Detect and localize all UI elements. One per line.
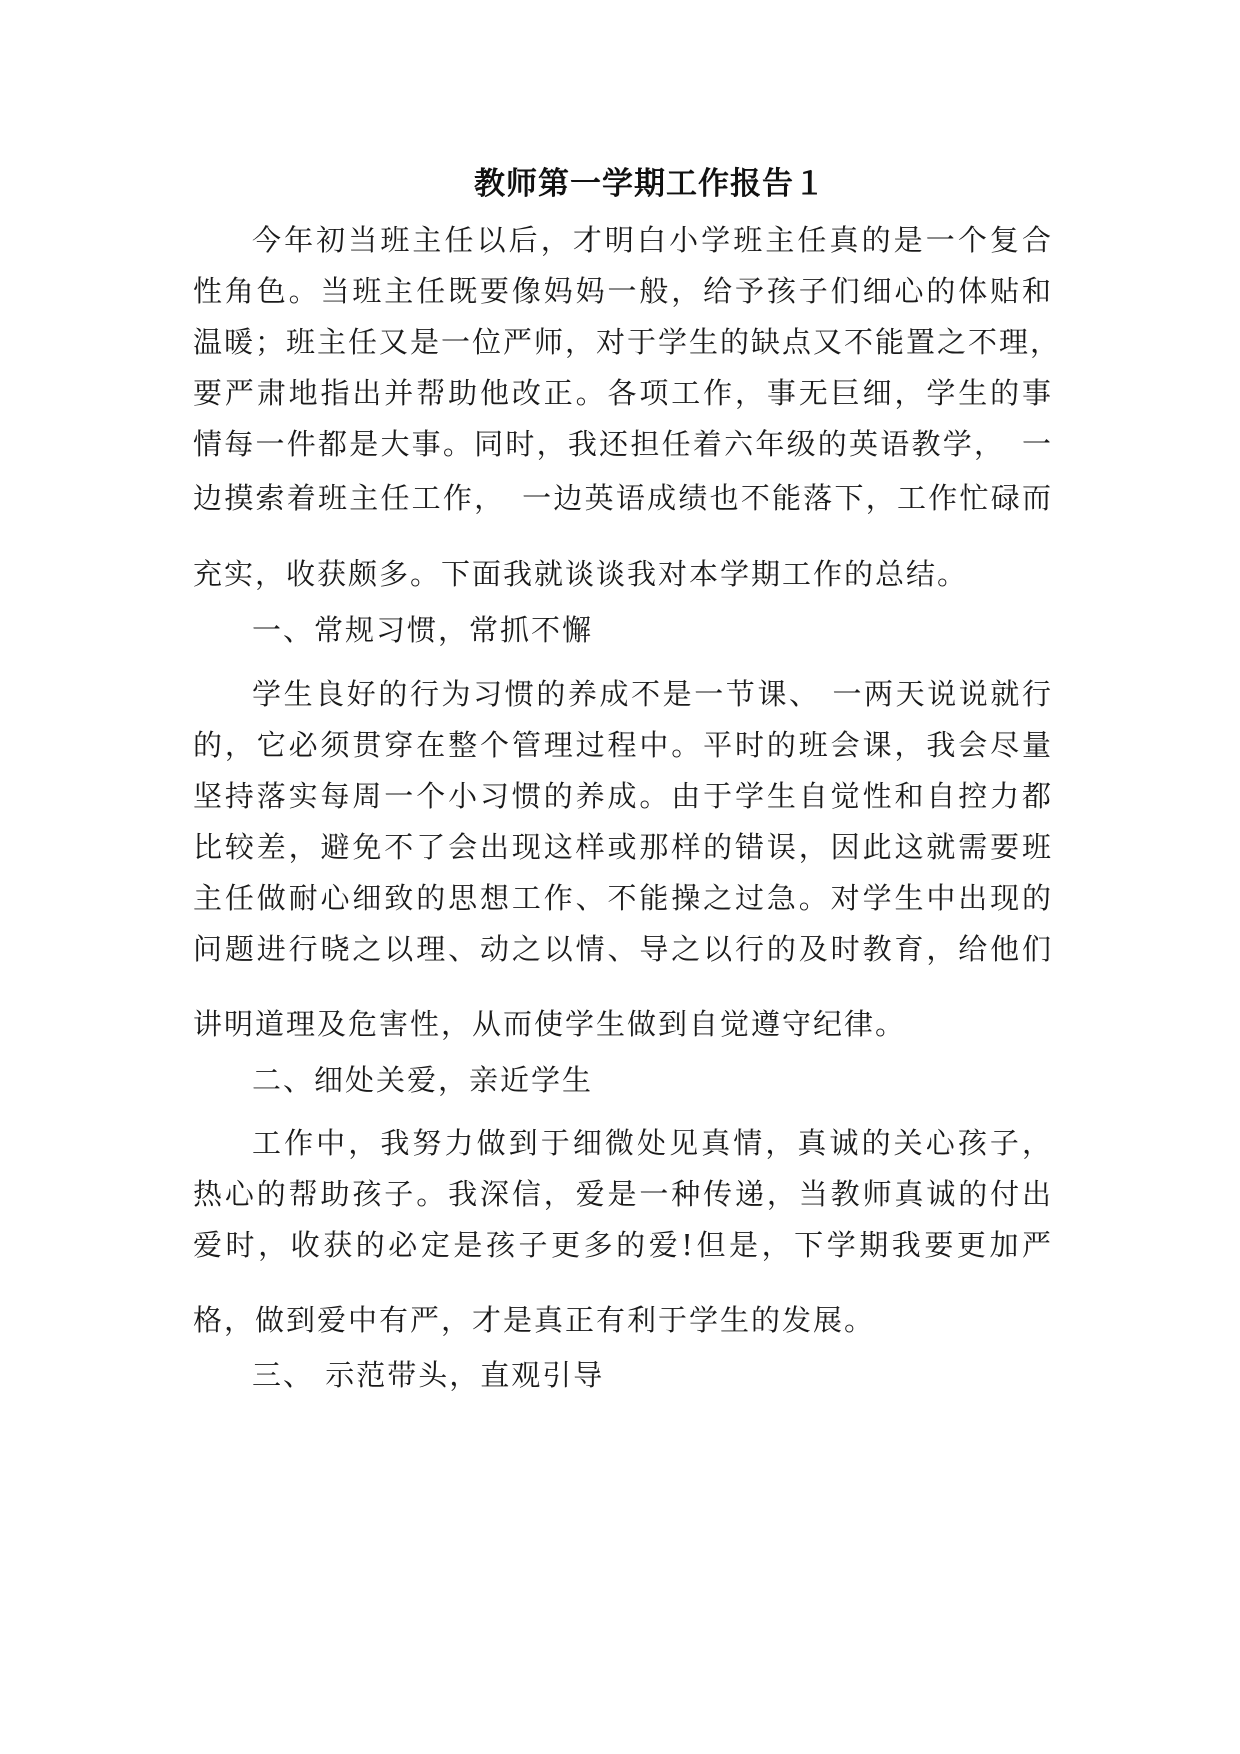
paragraph-line: 的，它必须贯穿在整个管理过程中。平时的班会课，我会尽量 xyxy=(193,728,1053,762)
paragraph-line: 问题进行晓之以理、动之以情、导之以行的及时教育，给他们 xyxy=(193,932,1053,966)
paragraph-line: 情每一件都是大事。同时，我还担任着六年级的英语教学， 一 xyxy=(193,427,1053,461)
paragraph-line: 性角色。当班主任既要像妈妈一般，给予孩子们细心的体贴和 xyxy=(193,274,1053,308)
paragraph-line: 格，做到爱中有严，才是真正有利于学生的发展。 xyxy=(193,1303,876,1337)
paragraph-line: 学生良好的行为习惯的养成不是一节课、 一两天说说就行 xyxy=(252,677,1053,711)
document-title: 教师第一学期工作报告１ xyxy=(474,166,826,202)
paragraph-line: 热心的帮助孩子。我深信，爱是一种传递，当教师真诚的付出 xyxy=(193,1177,1053,1211)
paragraph-line: 爱时，收获的必定是孩子更多的爱!但是，下学期我要更加严 xyxy=(193,1228,1053,1262)
paragraph-line: 坚持落实每周一个小习惯的养成。由于学生自觉性和自控力都 xyxy=(193,779,1053,813)
section-heading: 一、常规习惯，常抓不懈 xyxy=(252,613,594,647)
paragraph-line: 充实，收获颇多。下面我就谈谈我对本学期工作的总结。 xyxy=(193,557,969,591)
paragraph-line: 讲明道理及危害性，从而使学生做到自觉遵守纪律。 xyxy=(193,1007,907,1041)
section-heading: 三、 示范带头，直观引导 xyxy=(252,1358,605,1392)
paragraph-line: 工作中，我努力做到于细微处见真情，真诚的关心孩子， xyxy=(252,1126,1053,1160)
paragraph-line: 比较差，避免不了会出现这样或那样的错误，因此这就需要班 xyxy=(193,830,1053,864)
paragraph-line: 边摸索着班主任工作， 一边英语成绩也不能落下，工作忙碌而 xyxy=(193,481,1053,515)
paragraph-line: 温暖；班主任又是一位严师，对于学生的缺点又不能置之不理， xyxy=(193,325,1062,359)
paragraph-line: 要严肃地指出并帮助他改正。各项工作，事无巨细，学生的事 xyxy=(193,376,1053,410)
paragraph-line: 主任做耐心细致的思想工作、不能操之过急。对学生中出现的 xyxy=(193,881,1053,915)
paragraph-line: 今年初当班主任以后，才明白小学班主任真的是一个复合 xyxy=(252,223,1053,257)
section-heading: 二、细处关爱，亲近学生 xyxy=(252,1063,594,1097)
